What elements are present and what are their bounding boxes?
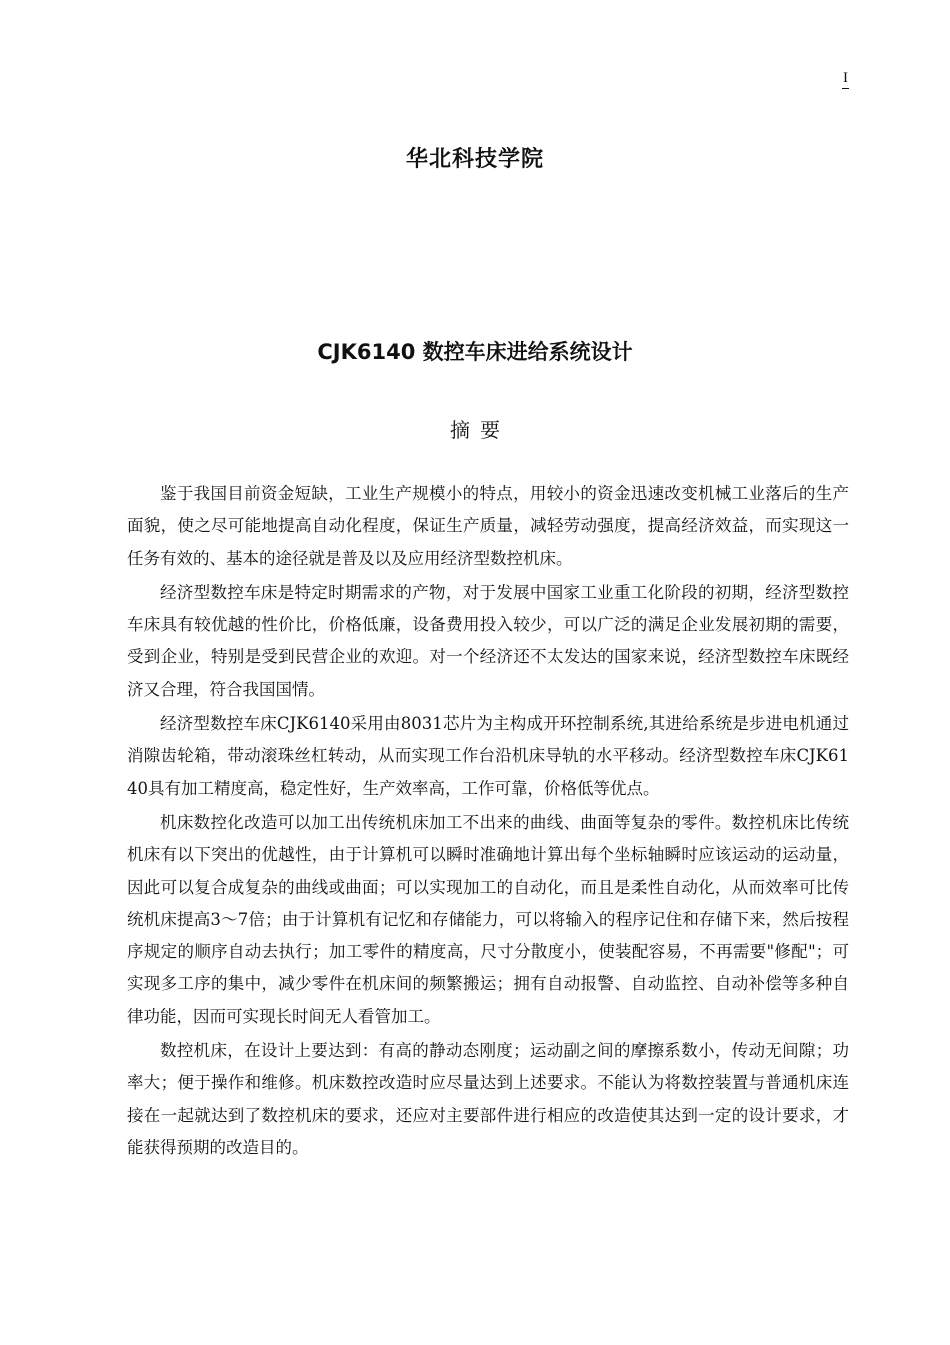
thesis-title: CJK6140 数控车床进给系统设计 <box>317 340 633 364</box>
abstract-body <box>127 478 849 1166</box>
abstract-paragraph-3: 经济型数控车床CJK6140采用由8031芯片为主构成开环控制系统,其进给系统是步进电机通过消隙齿轮箱，带动滚珠丝杠转动，从而实现工作台沿机床导轨的水平移动。经济型数控车床CJK6140具有加工精度高，稳定性好，生产效率高，工作可靠，价格低等优点。 <box>127 714 849 798</box>
page-number: I <box>842 68 849 89</box>
university-name: 华北科技学院 <box>405 147 544 172</box>
abstract-paragraph-1: 鉴于我国目前资金短缺，工业生产规模小的特点，用较小的资金迅速改变机械工业落后的生产面貌，使之尽可能地提高自动化程度，保证生产质量，减轻劳动强度，提高经济效益，而实现这一任务有效的、基本的途径就是普及以及应用经济型数控机床。 <box>127 484 849 568</box>
abstract-paragraph-5: 数控机床，在设计上要达到：有高的静动态刚度；运动副之间的摩擦系数小，传动无间隙；功率大；便于操作和维修。机床数控改造时应尽量达到上述要求。不能认为将数控装置与普通机床连接在一起就达到了数控机床的要求，还应对主要部件进行相应的改造使其达到一定的设计要求，才能获得预期的改造目的。 <box>127 1041 849 1157</box>
abstract-heading: 摘要 <box>450 418 510 442</box>
abstract-paragraph-4: 机床数控化改造可以加工出传统机床加工不出来的曲线、曲面等复杂的零件。数控机床比传统机床有以下突出的优越性，由于计算机可以瞬时准确地计算出每个坐标轴瞬时应该运动的运动量，因此可以复合成复杂的曲线或曲面；可以实现加工的自动化，而且是柔性自动化，从而效率可比传统机床提高3～7倍；由于计算机有记忆和存储能力，可以将输入的程序记住和存储下来，然后按程序规定的顺序自动去执行；加工零件的精度高，尺寸分散度小，使装配容易，不再需要"修配"；可实现多工序的集中，减少零件在机床间的频繁搬运；拥有自动报警、自动监控、自动补偿等多种自律功能，因而可实现长时间无人看管加工。 <box>127 812 849 1026</box>
abstract-paragraph-2: 经济型数控车床是特定时期需求的产物，对于发展中国家工业重工化阶段的初期，经济型数控车床具有较优越的性价比，价格低廉，设备费用投入较少，可以广泛的满足企业发展初期的需要，受到企业，特别是受到民营企业的欢迎。对一个经济还不太发达的国家来说，经济型数控车床既经济又合理，符合我国国情。 <box>127 582 849 699</box>
